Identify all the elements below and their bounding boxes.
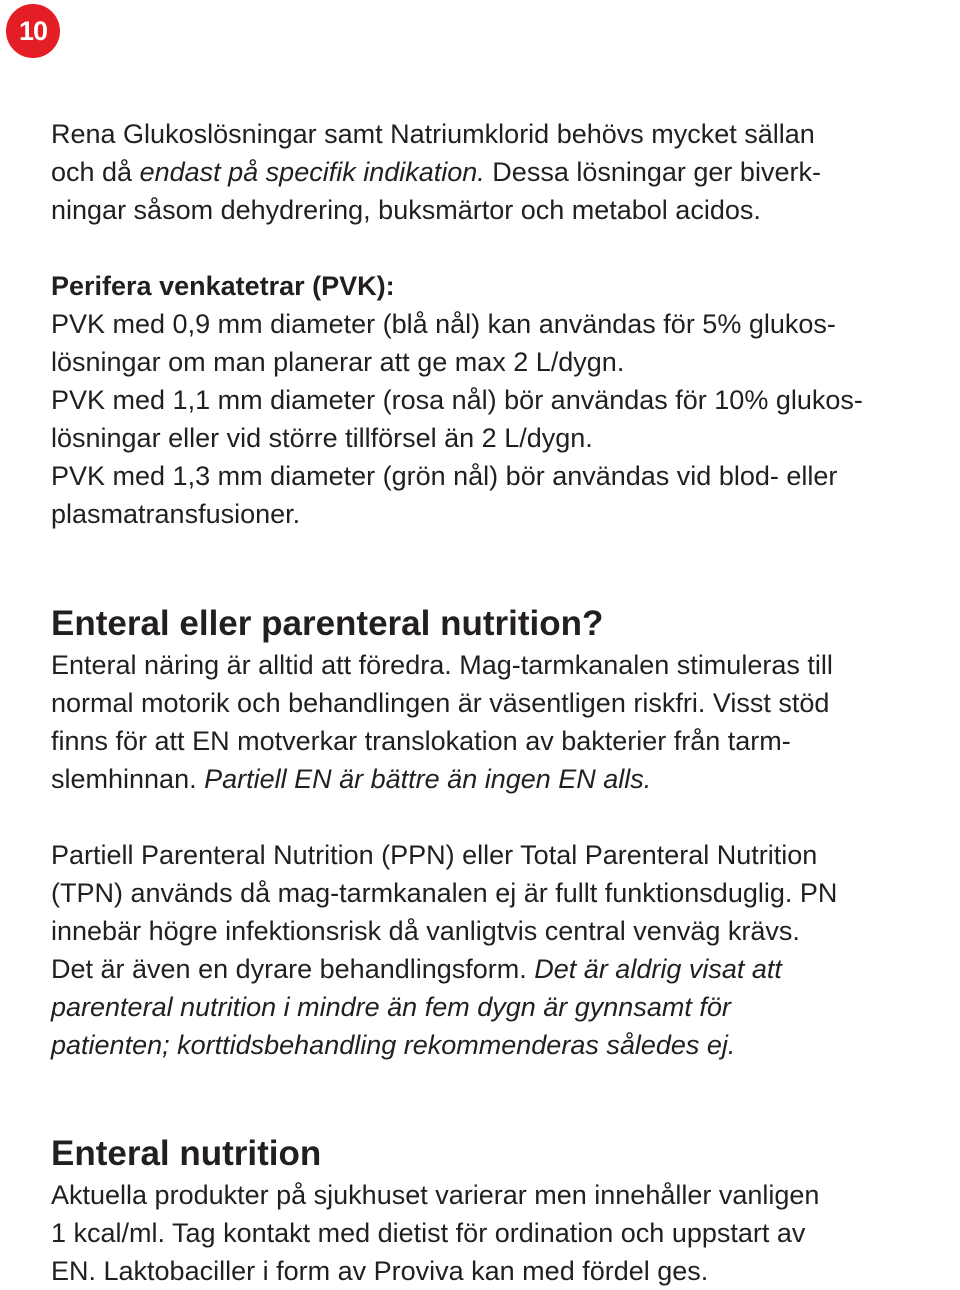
- section2-line-6: patienten; korttidsbehandling rekommenderas således ej.: [51, 1030, 736, 1060]
- pvk-heading: Perifera venkatetrar (PVK):: [51, 271, 395, 301]
- section-heading-enteral-nutrition: Enteral nutrition: [51, 1134, 322, 1173]
- section1-emphasis: Partiell EN är bättre än ingen EN alls.: [204, 764, 652, 794]
- pvk-line-5: PVK med 1,3 mm diameter (grön nål) bör användas vid blod- eller: [51, 461, 838, 491]
- section2-line-1: Partiell Parenteral Nutrition (PPN) eller Total Parenteral Nutrition: [51, 840, 818, 870]
- section1-line-1: Enteral näring är alltid att föredra. Mag-tarmkanalen stimuleras till: [51, 650, 833, 680]
- section1-line-4: [51, 760, 651, 798]
- section2-line-4-start: Det är även en dyrare behandlingsform.: [51, 954, 535, 984]
- intro-line-3: ningar såsom dehydrering, buksmärtor och metabol acidos.: [51, 195, 761, 225]
- intro-line-1: Rena Glukoslösningar samt Natriumklorid behövs mycket sällan: [51, 119, 815, 149]
- section1-line-4-start: slemhinnan.: [51, 764, 205, 794]
- section3-line-3: EN. Laktobaciller i form av Proviva kan med fördel ges.: [51, 1256, 709, 1286]
- section-heading-enteral-parenteral: Enteral eller parenteral nutrition?: [51, 604, 604, 643]
- section3-line-1: Aktuella produkter på sjukhuset varierar men innehåller vanligen: [51, 1180, 820, 1210]
- pvk-line-1: PVK med 0,9 mm diameter (blå nål) kan användas för 5% glukos-: [51, 309, 836, 339]
- section3-line-2: 1 kcal/ml. Tag kontakt med dietist för ordination och uppstart av: [51, 1218, 806, 1248]
- section2-line-2: (TPN) används då mag-tarmkanalen ej är fullt funktionsduglig. PN: [51, 878, 838, 908]
- section2-line-3: innebär högre infektionsrisk då vanligtvis central venväg krävs.: [51, 916, 800, 946]
- intro-line-2-start: och då: [51, 157, 140, 187]
- intro-line-2-end: Dessa lösningar ger biverk-: [484, 157, 821, 187]
- section1-line-3: finns för att EN motverkar translokation av bakterier från tarm-: [51, 726, 791, 756]
- pvk-line-6: plasmatransfusioner.: [51, 499, 301, 529]
- pvk-line-4: lösningar eller vid större tillförsel än 2 L/dygn.: [51, 423, 593, 453]
- section2-line-5: parenteral nutrition i mindre än fem dygn är gynnsamt för: [51, 992, 731, 1022]
- section2-line-4: [51, 950, 782, 988]
- section2-emphasis-start: Det är aldrig visat att: [534, 954, 782, 984]
- page-number-badge: 10: [6, 4, 60, 58]
- intro-emphasis: endast på specifik indikation.: [139, 157, 485, 187]
- section1-line-2: normal motorik och behandlingen är väsentligen riskfri. Visst stöd: [51, 688, 830, 718]
- intro-line-2: [51, 153, 821, 191]
- pvk-line-2: lösningar om man planerar att ge max 2 L/dygn.: [51, 347, 625, 377]
- pvk-line-3: PVK med 1,1 mm diameter (rosa nål) bör användas för 10% glukos-: [51, 385, 863, 415]
